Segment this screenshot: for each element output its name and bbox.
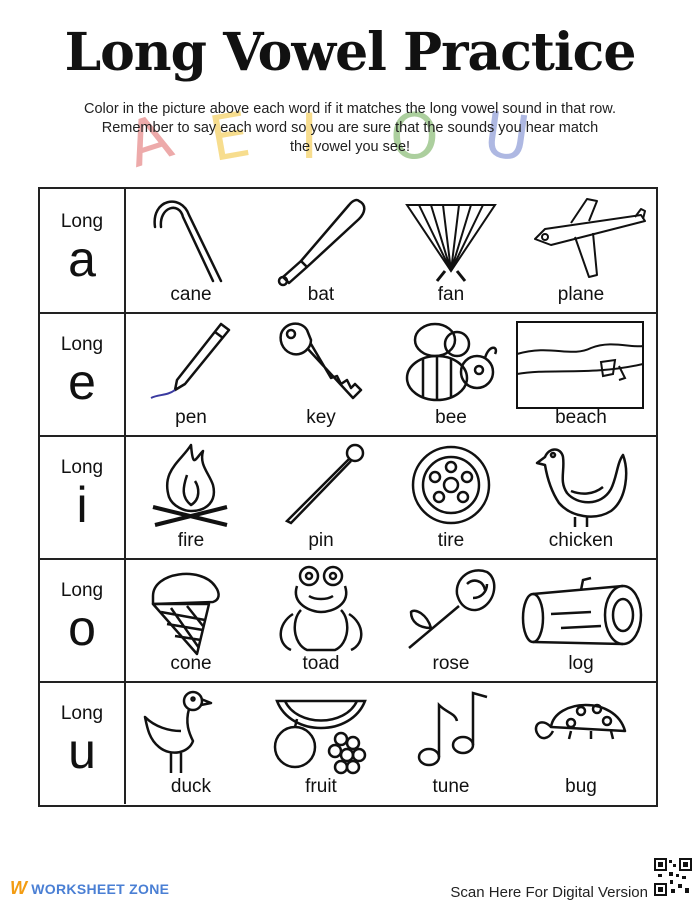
row-long-i xyxy=(40,435,656,560)
word-label: chicken xyxy=(548,530,614,551)
picture-cell[interactable] xyxy=(516,189,646,312)
instruction-line: the vowel you see! xyxy=(289,139,411,155)
plane-icon xyxy=(531,195,631,287)
vowel-e-letter: E xyxy=(203,97,256,176)
vowel-letter: e xyxy=(68,354,96,410)
bat-icon xyxy=(271,195,371,287)
fire-icon xyxy=(141,441,241,533)
word-label: fruit xyxy=(305,776,337,797)
picture-cell[interactable] xyxy=(386,189,516,312)
duck-icon xyxy=(141,687,241,779)
instruction-line: Remember to say each word so you are sure that the sounds you hear match xyxy=(101,120,599,136)
picture-cell[interactable] xyxy=(126,435,256,558)
tire-icon xyxy=(401,441,501,533)
log-icon xyxy=(531,564,631,656)
rose-icon xyxy=(401,564,501,656)
picture-cell[interactable] xyxy=(516,435,646,558)
picture-cell[interactable] xyxy=(126,189,256,312)
vowel-grid xyxy=(38,187,658,807)
word-label: tire xyxy=(437,530,465,551)
picture-cell[interactable] xyxy=(386,435,516,558)
picture-cell[interactable] xyxy=(256,681,386,804)
toad-icon xyxy=(271,564,371,656)
instructions xyxy=(40,100,660,157)
row-long-a xyxy=(40,189,656,314)
row-label xyxy=(40,312,126,435)
word-label: fire xyxy=(177,530,205,551)
word-label: pin xyxy=(308,530,334,551)
picture-cell[interactable] xyxy=(256,435,386,558)
tune-icon xyxy=(401,687,501,779)
picture-cell[interactable] xyxy=(386,558,516,681)
qr-code-icon[interactable] xyxy=(654,858,692,896)
chicken-icon xyxy=(531,441,631,533)
word-label: bat xyxy=(307,284,335,305)
row-label xyxy=(40,681,126,804)
word-label: rose xyxy=(432,653,470,674)
pin-icon xyxy=(271,441,371,533)
picture-cell[interactable] xyxy=(516,681,646,804)
picture-cell[interactable] xyxy=(386,681,516,804)
long-label: Long xyxy=(60,211,104,232)
page-title: Long Vowel Practice xyxy=(64,22,636,83)
beach-icon xyxy=(531,318,631,410)
picture-cell[interactable] xyxy=(126,558,256,681)
word-label: toad xyxy=(302,653,340,674)
word-label: tune xyxy=(432,776,470,797)
worksheet-zone-logo-icon: W xyxy=(10,878,28,898)
word-label: duck xyxy=(170,776,212,797)
fruit-icon xyxy=(271,687,371,779)
instruction-line: Color in the picture above each word if it matches the long vowel sound in that row. xyxy=(84,101,616,117)
long-label: Long xyxy=(60,457,104,478)
vowel-o-letter: O xyxy=(390,100,439,173)
word-label: fan xyxy=(437,284,465,305)
vowel-i-letter: I xyxy=(300,100,319,173)
word-label: bee xyxy=(435,407,467,428)
word-label: pen xyxy=(175,407,207,428)
pen-icon xyxy=(141,318,241,410)
cone-icon xyxy=(141,564,241,656)
picture-cell[interactable] xyxy=(126,681,256,804)
row-label xyxy=(40,189,126,312)
picture-cell[interactable] xyxy=(126,312,256,435)
key-icon xyxy=(271,318,371,410)
word-label: key xyxy=(306,407,336,428)
word-label: beach xyxy=(555,407,607,428)
scan-text: Scan Here For Digital Version xyxy=(450,884,648,901)
picture-cell[interactable] xyxy=(256,189,386,312)
long-label: Long xyxy=(60,703,104,724)
bug-icon xyxy=(531,687,631,779)
row-long-e xyxy=(40,312,656,437)
picture-cell[interactable] xyxy=(256,558,386,681)
vowel-letter: i xyxy=(76,477,88,533)
brand-logo[interactable] xyxy=(10,878,169,899)
word-label: log xyxy=(568,653,594,674)
vowel-letter: u xyxy=(68,723,96,779)
picture-cell[interactable] xyxy=(386,312,516,435)
vowel-letter: o xyxy=(68,600,96,656)
word-label: cane xyxy=(170,284,212,305)
row-label xyxy=(40,435,126,558)
vowel-u-letter: U xyxy=(479,97,535,176)
word-label: plane xyxy=(557,284,605,305)
fan-icon xyxy=(401,195,501,287)
long-label: Long xyxy=(60,334,104,355)
row-label xyxy=(40,558,126,681)
cane-icon xyxy=(141,195,241,287)
vowel-letter: a xyxy=(68,231,96,287)
row-long-o xyxy=(40,558,656,683)
long-label: Long xyxy=(60,580,104,601)
vowel-a-letter: A xyxy=(117,99,181,182)
row-long-u xyxy=(40,681,656,804)
picture-cell[interactable] xyxy=(516,558,646,681)
bee-icon xyxy=(401,318,501,410)
brand-name: WORKSHEET ZONE xyxy=(31,881,170,897)
picture-cell[interactable] xyxy=(256,312,386,435)
word-label: bug xyxy=(565,776,597,797)
word-label: cone xyxy=(170,653,212,674)
picture-cell[interactable] xyxy=(516,312,646,435)
